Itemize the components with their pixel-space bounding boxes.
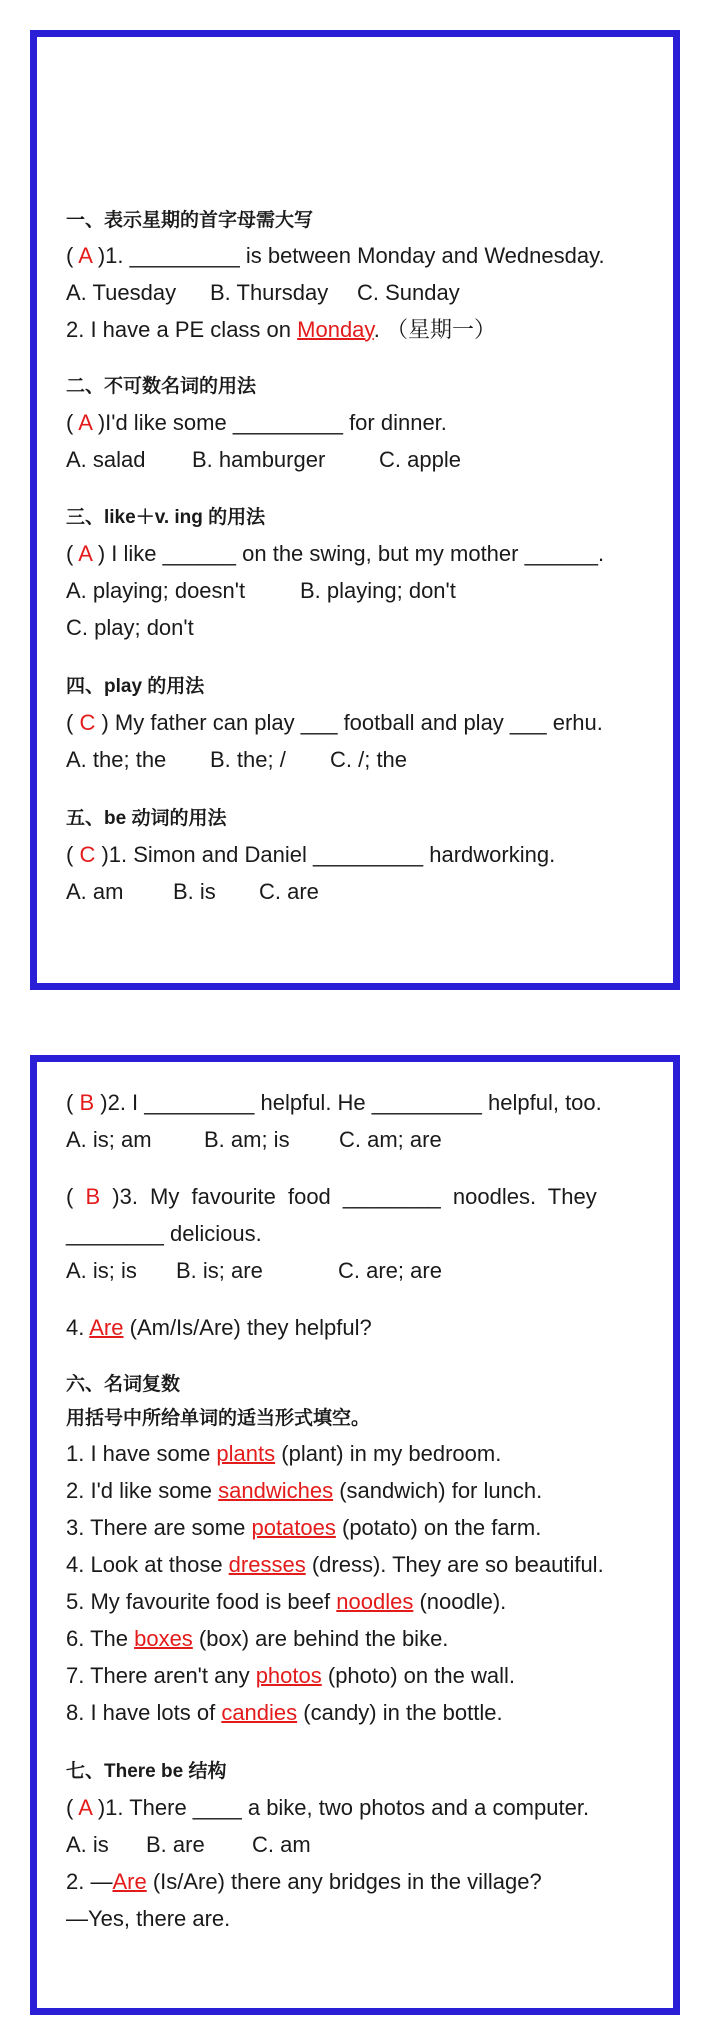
list-item: 2. I'd like some sandwiches (sandwich) for lunch. [66,1478,543,1503]
section-heading: 一、表示星期的首字母需大写 [66,210,314,231]
section-heading: 七、There be 结构 [66,1761,227,1782]
question-line: ________ delicious. [66,1221,262,1246]
answer-fill: sandwiches [218,1478,334,1503]
options-line [66,745,659,775]
question-line: ( C )1. Simon and Daniel _________ hardworking. [66,842,556,867]
options-line [66,576,659,606]
option: A. is; am [66,1127,152,1152]
option: B. Thursday [210,280,329,305]
question-line: —Yes, there are. [66,1906,231,1931]
list-item: 7. There aren't any photos (photo) on the wall. [66,1663,515,1688]
answer-fill: Are [89,1315,124,1340]
options-line [66,877,659,907]
option: B. am; is [204,1127,290,1152]
list-item: 4. Look at those dresses (dress). They are so beautiful. [66,1552,604,1577]
option: C. /; the [330,747,408,772]
section-heading: 六、名词复数 [66,1374,181,1395]
option: C. are; are [338,1258,442,1283]
list-item: 8. I have lots of candies (candy) in the bottle. [66,1700,503,1725]
section-heading: 三、like＋v. ing 的用法 [66,507,266,528]
answer-choice: C [79,710,96,735]
option: B. playing; don't [300,578,456,603]
question-line: ( C ) My father can play ___ football and play ___ erhu. [66,710,603,735]
question-line: 4. Are (Am/Is/Are) they helpful? [66,1315,372,1340]
option: B. are [146,1832,205,1857]
question-line: ( A ) I like ______ on the swing, but my mother ______. [66,541,605,566]
answer-fill: Are [112,1869,147,1894]
answer-fill: photos [255,1663,322,1688]
option: B. is; are [176,1258,263,1283]
list-item: 5. My favourite food is beef noodles (noodle). [66,1589,507,1614]
question-line: ( B )3. My favourite food ________ noodles. They [66,1184,597,1209]
option: B. the; / [210,747,286,772]
answer-fill: Monday [297,317,374,342]
options-line [66,1830,659,1860]
question-line: 2. —Are (Is/Are) there any bridges in the village? [66,1869,542,1894]
option: A. is [66,1832,109,1857]
answer-fill: dresses [228,1552,306,1577]
option: C. Sunday [357,280,460,305]
option: A. the; the [66,747,167,772]
option: B. hamburger [192,447,326,472]
question-line: 2. I have a PE class on Monday. （星期一） [66,317,497,342]
answer-fill: potatoes [251,1515,336,1540]
option: C. am [252,1832,311,1857]
options-line [66,1125,659,1155]
options-line [66,278,659,308]
list-item: 1. I have some plants (plant) in my bedroom. [66,1441,502,1466]
answer-choice: C [79,842,96,867]
option: C. play; don't [66,615,194,640]
options-line [66,613,659,643]
question-line: ( A )1. There ____ a bike, two photos and a computer. [66,1795,590,1820]
section-heading: 四、play 的用法 [66,676,205,697]
question-line: ( A )I'd like some _________ for dinner. [66,410,447,435]
answer-fill: candies [221,1700,298,1725]
option: C. am; are [339,1127,442,1152]
answer-fill: noodles [336,1589,414,1614]
option: C. apple [379,447,461,472]
answer-choice: A [78,410,92,435]
option: A. salad [66,447,146,472]
list-item: 3. There are some potatoes (potato) on the farm. [66,1515,542,1540]
answer-choice: A [78,1795,92,1820]
option: C. are [259,879,319,904]
section-instruction: 用括号中所给单词的适当形式填空。 [66,1408,371,1429]
options-line [66,445,659,475]
section-heading: 五、be 动词的用法 [66,808,227,829]
option: A. is; is [66,1258,137,1283]
answer-choice: B [85,1184,101,1209]
options-line [66,1256,659,1286]
answer-choice: A [78,243,92,268]
answer-choice: B [79,1090,95,1115]
answer-fill: plants [216,1441,276,1466]
option: A. am [66,879,124,904]
answer-fill: boxes [134,1626,193,1651]
option: A. playing; doesn't [66,578,246,603]
question-line: ( A )1. _________ is between Monday and Wednesday. [66,243,605,268]
section-heading: 二、不可数名词的用法 [66,376,257,397]
answer-choice: A [78,541,92,566]
option: B. is [173,879,216,904]
question-line: ( B )2. I _________ helpful. He _________ helpful, too. [66,1090,602,1115]
option: A. Tuesday [66,280,177,305]
list-item: 6. The boxes (box) are behind the bike. [66,1626,449,1651]
